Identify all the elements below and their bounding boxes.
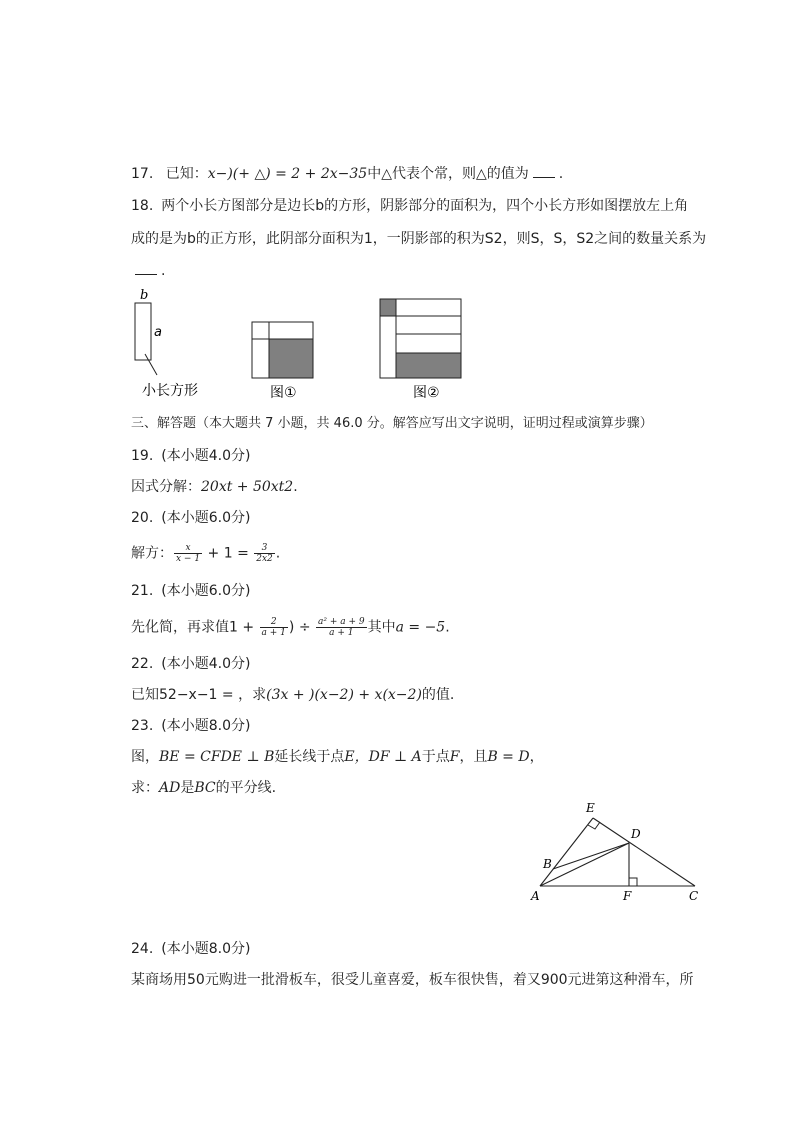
question-score: (本小题4.0分) <box>161 448 251 464</box>
fraction <box>316 617 367 638</box>
point-label-C: C <box>689 889 699 903</box>
question-text: 成的是为b的正方形，此阴部分面积为1，一阴影部的积为S2，则S，S，S2之间的数量关系为 <box>131 231 707 247</box>
question-23-line-2 <box>131 778 276 798</box>
math-expression: F <box>449 749 460 765</box>
question-number: 20. <box>131 510 154 526</box>
fig2-shaded-corner <box>380 299 396 316</box>
math-operator: ) ÷ <box>288 619 315 636</box>
fraction-numerator: 2 <box>260 617 288 628</box>
question-text: 已知： <box>165 166 208 182</box>
fraction <box>254 543 275 564</box>
question-number: 17. <box>131 166 154 182</box>
question-number: 21. <box>131 583 154 599</box>
question-score: (本小题8.0分) <box>161 718 251 734</box>
math-expression: a = −5 <box>395 619 446 636</box>
question-24-header <box>131 939 250 959</box>
question-number: 23. <box>131 718 154 734</box>
question-text: 求： <box>131 780 159 796</box>
answer-blank <box>135 262 157 275</box>
punctuation: ， <box>529 749 544 765</box>
fig2-shaded-strip <box>396 353 461 378</box>
answer-blank <box>533 165 555 178</box>
fraction-denominator: 2x2 <box>256 554 273 564</box>
right-angle-E <box>588 822 600 829</box>
small-rectangle <box>135 303 151 360</box>
rectangle-figures <box>125 282 475 402</box>
question-21-body <box>131 617 450 638</box>
question-number: 19. <box>131 448 154 464</box>
punctuation: . <box>449 687 455 703</box>
math-expression: B = D <box>487 749 530 765</box>
fig1-shaded-region <box>269 339 313 378</box>
question-text: 某商场用50元购进一批滑板车，很受儿童喜爱，板车很快售，着又900元进第这种滑车，所 <box>131 972 694 988</box>
fraction-denominator: a + 1 <box>329 628 354 638</box>
figure-2-caption: 图② <box>413 385 440 401</box>
question-text: 已知52−x−1 = ，求 <box>131 687 267 703</box>
question-text: 先化简，再求值1 + <box>131 619 259 636</box>
question-score: (本小题6.0分) <box>161 583 251 599</box>
question-17 <box>131 164 563 184</box>
question-number: 24. <box>131 941 154 957</box>
question-21-header <box>131 581 250 601</box>
question-19-body <box>131 477 298 497</box>
math-expression: AD <box>159 780 181 796</box>
small-rectangle-caption: 小长方形 <box>142 383 198 399</box>
question-18-line-1 <box>131 196 688 216</box>
punctuation: . <box>275 545 281 562</box>
math-expression: x−)(+ △) = 2 + 2x−35 <box>207 166 368 182</box>
fraction-denominator: a + 1 <box>261 628 286 638</box>
question-20-header <box>131 508 250 528</box>
segment-AD <box>540 843 629 886</box>
punctuation: . <box>293 479 298 495</box>
fraction <box>174 543 202 564</box>
question-18-line-2 <box>131 229 706 249</box>
question-number: 22. <box>131 656 154 672</box>
point-label-B: B <box>543 857 552 871</box>
segment-EC <box>593 818 695 886</box>
fraction-numerator: a² + a + 9 <box>318 617 365 627</box>
triangle-figure <box>525 798 710 908</box>
question-text: 的平分线 <box>215 780 272 796</box>
fraction-numerator: 3 <box>254 543 275 554</box>
fraction-denominator: x − 1 <box>176 554 201 564</box>
point-label-F: F <box>623 889 632 903</box>
math-expression: E，DF ⊥ A <box>344 749 422 765</box>
question-18-line-3 <box>131 261 165 281</box>
math-expression: BC <box>194 780 216 796</box>
question-score: (本小题6.0分) <box>161 510 251 526</box>
punctuation: . <box>445 619 450 636</box>
point-label-A: A <box>531 889 540 903</box>
question-score: (本小题4.0分) <box>161 656 251 672</box>
point-label-E: E <box>586 801 595 815</box>
math-expression: (3x + )(x−2) + x(x−2) <box>266 687 422 703</box>
question-22-header <box>131 654 250 674</box>
fraction <box>260 617 288 638</box>
punctuation: . <box>161 263 166 279</box>
question-text: 于点 <box>421 749 450 765</box>
question-text: 图， <box>131 749 159 765</box>
figure-1-caption: 图① <box>270 385 297 401</box>
question-text: 延长线于点 <box>274 749 345 765</box>
segment-AE <box>540 818 593 886</box>
section-heading: 三、解答题（本大题共 7 小题，共 46.0 分。解答应写出文字说明，证明过程或演算步骤） <box>131 416 653 431</box>
fraction-numerator: x <box>174 543 202 554</box>
question-number: 18. <box>131 198 154 214</box>
question-24-line-1 <box>131 970 694 990</box>
label-b: b <box>140 288 149 303</box>
label-a: a <box>154 325 162 340</box>
question-text: 的值 <box>421 687 450 703</box>
question-text: 中△代表个常，则△的值为 <box>367 166 529 182</box>
punctuation: . <box>558 166 564 182</box>
question-text: 是 <box>180 780 195 796</box>
question-20-body <box>131 543 280 564</box>
question-score: (本小题8.0分) <box>161 941 251 957</box>
question-23-line-1 <box>131 747 544 767</box>
question-22-body <box>131 685 454 705</box>
question-text: ，且 <box>459 749 488 765</box>
segment-BD <box>553 843 629 869</box>
right-angle-F <box>629 878 637 886</box>
question-23-header <box>131 716 250 736</box>
point-label-D: D <box>631 827 641 841</box>
math-operator: + 1 = <box>203 545 254 562</box>
question-19-header <box>131 446 250 466</box>
question-text: 因式分解： <box>131 479 201 495</box>
question-text: 两个小长方图部分是边长b的方形，阴影部分的面积为，四个小长方形如图摆放左上角 <box>161 198 689 214</box>
question-text: 其中 <box>367 619 396 636</box>
math-expression: BE = CFDE ⊥ B <box>159 749 275 765</box>
question-text: 解方： <box>131 545 173 562</box>
punctuation: . <box>271 780 277 796</box>
math-expression: 20xt + 50xt2 <box>201 479 294 495</box>
